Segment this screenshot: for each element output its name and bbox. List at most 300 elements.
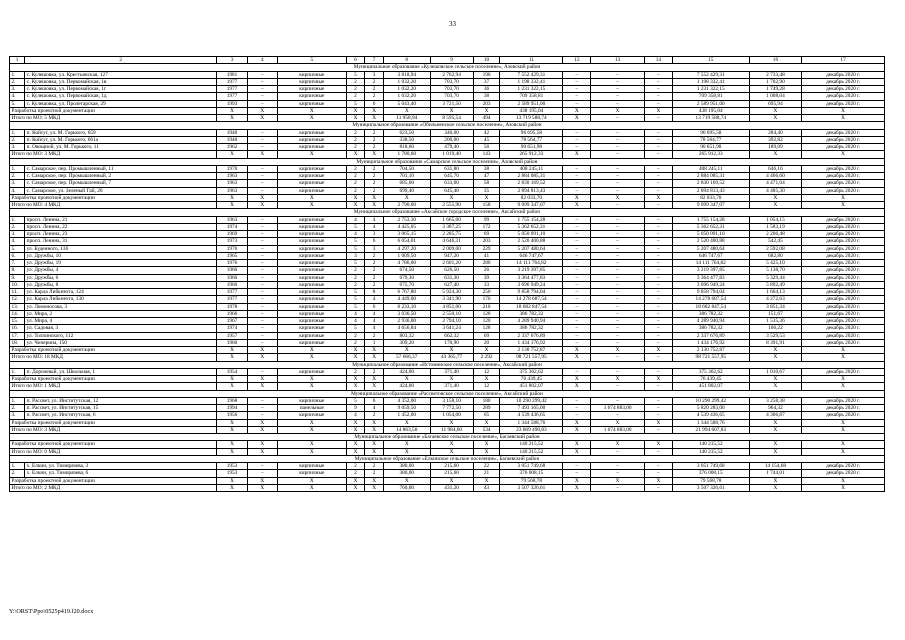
table-cell: X <box>346 376 365 383</box>
table-cell: 4 <box>346 318 365 325</box>
table-cell: 2 337 676,89 <box>500 332 563 339</box>
table-cell: – <box>563 187 591 194</box>
table-cell: – <box>644 463 672 470</box>
table-cell: 20 <box>473 339 500 346</box>
table-cell: X <box>277 194 346 201</box>
table-cell: 43 <box>473 484 500 491</box>
page-number: 33 <box>449 20 456 28</box>
table-cell: – <box>563 180 591 187</box>
table-cell: 1 231 322,15 <box>500 86 563 93</box>
table-cell: 1 198 332,41 <box>672 78 749 85</box>
table-cell: 5 892,49 <box>749 281 801 288</box>
table-cell: 803,32 <box>383 332 430 339</box>
table-cell: 76 439,45 <box>672 376 749 383</box>
table-cell: 1976 <box>217 260 247 267</box>
table-cell: 21 <box>473 470 500 477</box>
table-cell: 14 111 764,82 <box>672 260 749 267</box>
table-cell: – <box>591 144 645 151</box>
table-cell: 4 306,87 <box>749 412 801 419</box>
table-cell: – <box>563 289 591 296</box>
table-row <box>10 339 885 346</box>
table-cell: 2 337 676,89 <box>672 332 749 339</box>
table-cell: 5 <box>346 223 365 230</box>
table-cell: – <box>644 267 672 274</box>
table-cell: х. Елкин, ул. Тимирязева, 6 <box>25 470 217 477</box>
table-cell: декабрь 2020 г. <box>802 260 885 267</box>
table-cell: 2 <box>365 144 384 151</box>
section-title: Муниципальное образование «Самарское сельское поселение», Азовский район <box>10 158 885 165</box>
table-cell: 13. <box>10 303 25 310</box>
table-cell: 90 651,98 <box>500 144 563 151</box>
table-cell: 1963 <box>217 216 247 223</box>
table-cell: – <box>563 405 591 412</box>
table-cell: 23 669 490,83 <box>500 426 563 433</box>
table-cell: – <box>644 115 672 122</box>
table-cell: X <box>277 448 346 455</box>
table-cell: декабрь 2020 г. <box>802 173 885 180</box>
table-cell: X <box>247 477 277 484</box>
section-header-row <box>10 434 885 441</box>
table-cell: 662,32 <box>430 332 473 339</box>
table-cell: – <box>591 325 645 332</box>
table-cell: 5 050 091,10 <box>672 231 749 238</box>
summary-row <box>10 354 885 361</box>
table-cell: п. Дорожный, ул. Школьная, 1 <box>25 368 217 375</box>
table-cell: – <box>591 397 645 404</box>
table-cell: 1953 <box>217 470 247 477</box>
table-cell: 78 564,77 <box>672 136 749 143</box>
table-cell: 2 894 813,43 <box>672 187 749 194</box>
table-cell: X <box>383 477 430 484</box>
table-cell: 4 352,00 <box>383 397 430 404</box>
table-cell: кирпичные <box>277 289 346 296</box>
table-cell: X <box>247 151 277 158</box>
table-cell: 78 564,77 <box>500 136 563 143</box>
table-cell: 2 <box>365 281 384 288</box>
summary-row <box>10 202 885 209</box>
table-cell: – <box>563 129 591 136</box>
table-cell: с. Самарское, пер. Промышленный, 7 <box>25 180 217 187</box>
table-cell: х. Елкин, ул. Тимирязева, 3 <box>25 463 217 470</box>
table-cell: кирпичные <box>277 180 346 187</box>
table-cell: 3 696 949,24 <box>672 281 749 288</box>
table-cell: 79 568,78 <box>672 477 749 484</box>
table-cell: 3 <box>365 71 384 78</box>
table-cell: X <box>430 477 473 484</box>
table-cell: – <box>644 245 672 252</box>
table-row <box>10 144 885 151</box>
table-cell: X <box>644 477 672 484</box>
table-cell: декабрь 2020 г. <box>802 144 885 151</box>
table-cell: ул. Карла Либкнехта, 130 <box>25 296 217 303</box>
table-cell: 1993 <box>217 100 247 107</box>
table-cell: – <box>591 368 645 375</box>
table-cell: декабрь 2020 г. <box>802 289 885 296</box>
table-cell: 90 651,98 <box>672 144 749 151</box>
table-cell: X <box>217 426 247 433</box>
table-cell: X <box>749 448 801 455</box>
table-row <box>10 289 885 296</box>
table-cell: X <box>802 426 885 433</box>
section-title: Муниципальное образование «Истоминское сельское поселение», Аксайский район <box>10 361 885 368</box>
table-cell: 5. <box>10 100 25 107</box>
table-cell: 3 065,15 <box>383 231 430 238</box>
table-cell: 4 646,31 <box>430 238 473 245</box>
table-cell: X <box>563 419 591 426</box>
table-cell: – <box>644 296 672 303</box>
table-cell: панельные <box>277 405 346 412</box>
table-cell: ул. Дружбы, 8 <box>25 281 217 288</box>
table-cell: X <box>247 107 277 114</box>
table-cell: 4 <box>346 231 365 238</box>
table-cell: 408 245,11 <box>500 165 563 172</box>
table-cell: 1957 <box>217 332 247 339</box>
table-cell: ул. Карла Либкнехта, 124 <box>25 289 217 296</box>
table-cell: X <box>247 354 277 361</box>
table-cell: – <box>247 463 277 470</box>
table-cell: X <box>591 419 645 426</box>
table-cell: 6 <box>365 238 384 245</box>
table-cell: – <box>563 260 591 267</box>
table-cell: X <box>430 194 473 201</box>
table-cell: – <box>591 71 645 78</box>
table-cell: – <box>563 100 591 107</box>
table-cell: X <box>346 115 365 122</box>
table-cell: 4 <box>365 325 384 332</box>
table-cell: 82 033,70 <box>500 194 563 201</box>
table-cell: 7 552 429,31 <box>500 71 563 78</box>
table-cell: 380,00 <box>383 470 430 477</box>
table-row <box>10 274 885 281</box>
table-cell: – <box>591 136 645 143</box>
table-cell: 4 425,05 <box>383 223 430 230</box>
table-cell: 200,00 <box>430 136 473 143</box>
table-cell: 1 664,13 <box>749 289 801 296</box>
table-cell: – <box>247 165 277 172</box>
table-cell: 1 755 154,28 <box>672 216 749 223</box>
table-cell: с. Кулешовка, ул. Пролетарская, 29 <box>25 100 217 107</box>
table-cell: X <box>591 194 645 201</box>
table-cell: 4 272,63 <box>749 296 801 303</box>
table-cell: X <box>430 448 473 455</box>
table-cell: 6. <box>10 252 25 259</box>
table-cell: – <box>591 129 645 136</box>
table-cell: – <box>644 173 672 180</box>
table-cell: – <box>644 86 672 93</box>
table-cell: – <box>247 405 277 412</box>
table-cell: 9 858 794,04 <box>500 289 563 296</box>
table-row <box>10 223 885 230</box>
table-cell: 2 589 951,00 <box>672 100 749 107</box>
table-cell: – <box>247 245 277 252</box>
table-cell: 98 721 557,95 <box>500 354 563 361</box>
table-cell: – <box>644 368 672 375</box>
table-row <box>10 216 885 223</box>
table-cell: – <box>247 231 277 238</box>
table-cell: X <box>563 484 591 491</box>
table-cell: – <box>591 289 645 296</box>
table-cell: X <box>591 441 645 448</box>
table-cell: ул. Чичерина, 150 <box>25 339 217 346</box>
table-cell: X <box>346 477 365 484</box>
table-cell: с. Кулешовка, ул. Крестьянская, 127 <box>25 71 217 78</box>
table-cell: 5 425,10 <box>749 260 801 267</box>
table-cell: – <box>591 223 645 230</box>
table-cell: 3 507 326,61 <box>672 484 749 491</box>
summary-row <box>10 107 885 114</box>
table-cell: п. Рассвет, ул. Институтская, 12 <box>25 397 217 404</box>
table-cell: 338,50 <box>383 136 430 143</box>
table-cell: – <box>591 231 645 238</box>
table-cell: 699,40 <box>383 187 430 194</box>
table-cell: просп. Ленина, 31 <box>25 238 217 245</box>
table-cell: 36 <box>473 86 500 93</box>
table-cell: 57 666,37 <box>383 354 430 361</box>
table-cell: X <box>430 347 473 354</box>
table-cell: – <box>644 144 672 151</box>
table-cell: X <box>346 107 365 114</box>
table-row <box>10 245 885 252</box>
table-cell: X <box>247 347 277 354</box>
table-cell: 4 466,60 <box>749 173 801 180</box>
table-cell: ул. Садовая, 3 <box>25 325 217 332</box>
table-cell: 18 682 847,54 <box>672 303 749 310</box>
table-cell: 386 782,32 <box>500 310 563 317</box>
table-cell: 2 <box>365 129 384 136</box>
table-cell: X <box>802 477 885 484</box>
table-cell: 18 682 847,54 <box>500 303 563 310</box>
table-cell: – <box>644 412 672 419</box>
table-cell: 38 <box>473 93 500 100</box>
table-cell: 2. <box>10 173 25 180</box>
table-cell: X <box>749 354 801 361</box>
table-cell: – <box>644 448 672 455</box>
table-cell: 2 <box>346 136 365 143</box>
table-cell: 386 782,32 <box>672 310 749 317</box>
table-cell: 2 <box>365 165 384 172</box>
table-cell: кирпичные <box>277 78 346 85</box>
table-cell: 386 782,32 <box>500 325 563 332</box>
table-cell: X <box>802 202 885 209</box>
section-header-row <box>10 122 885 129</box>
table-cell: – <box>247 267 277 274</box>
table-cell: X <box>749 376 801 383</box>
table-cell: 9. <box>10 274 25 281</box>
table-cell: 17. <box>10 332 25 339</box>
table-cell: – <box>644 397 672 404</box>
table-cell: 12 <box>473 383 500 390</box>
table-cell: – <box>644 151 672 158</box>
table-cell: X <box>383 419 430 426</box>
table-cell: – <box>644 426 672 433</box>
table-cell: X <box>217 376 247 383</box>
table-cell: – <box>563 136 591 143</box>
table-cell: 1963 <box>217 187 247 194</box>
table-cell: – <box>247 260 277 267</box>
table-cell: 2 <box>346 339 365 346</box>
table-cell: 7 493 165,00 <box>500 405 563 412</box>
table-cell: – <box>591 202 645 209</box>
table-cell: декабрь 2020 г. <box>802 332 885 339</box>
table-row <box>10 412 885 419</box>
table-cell: 2 285,75 <box>430 231 473 238</box>
table-cell: декабрь 2020 г. <box>802 100 885 107</box>
table-cell: X <box>749 151 801 158</box>
column-header: 17 <box>802 57 885 64</box>
table-cell: 158 <box>473 202 500 209</box>
table-cell: X <box>644 441 672 448</box>
table-cell: 170,90 <box>430 339 473 346</box>
table-cell: 3 387,25 <box>430 223 473 230</box>
table-cell: – <box>247 136 277 143</box>
table-cell: 2 <box>346 187 365 194</box>
table-cell: 1974 <box>217 325 247 332</box>
table-cell: – <box>247 281 277 288</box>
table-cell: – <box>247 93 277 100</box>
table-cell: – <box>247 223 277 230</box>
table-cell: с. Кулешовка, ул. Первомайская, 1д <box>25 93 217 100</box>
table-cell: 3 721,50 <box>430 100 473 107</box>
table-cell: X <box>591 107 645 114</box>
summary-row <box>10 376 885 383</box>
table-cell: декабрь 2020 г. <box>802 412 885 419</box>
table-cell: 5 <box>346 296 365 303</box>
table-cell: 96 695,58 <box>672 129 749 136</box>
table-cell: 120 <box>473 318 500 325</box>
table-cell: 2 592,08 <box>749 245 801 252</box>
table-cell: X <box>217 151 247 158</box>
table-cell: 1966 <box>217 310 247 317</box>
table-cell: 1 344 588,76 <box>500 419 563 426</box>
table-cell: 37 <box>473 78 500 85</box>
table-cell: X <box>217 194 247 201</box>
table-cell: – <box>563 238 591 245</box>
table-cell: – <box>563 470 591 477</box>
table-cell: X <box>591 477 645 484</box>
table-cell: 1960 <box>217 274 247 281</box>
table-cell: 4 539 436,65 <box>672 412 749 419</box>
table-cell: 5 <box>346 260 365 267</box>
table-cell: – <box>644 202 672 209</box>
table-cell: 2 790,00 <box>383 202 430 209</box>
table-cell: X <box>365 354 384 361</box>
table-cell: 5 <box>346 303 365 310</box>
table-cell: 1965 <box>217 252 247 259</box>
table-cell: X <box>277 107 346 114</box>
table-cell: 2 <box>346 267 365 274</box>
table-cell: 265 912,33 <box>500 151 563 158</box>
table-cell: 43 365,77 <box>430 354 473 361</box>
table-cell: 5 043,40 <box>383 100 430 107</box>
table-cell: декабрь 2020 г. <box>802 245 885 252</box>
section-title: Муниципальное образование «Кулешовское сельское поселение», Азовский район <box>10 64 885 71</box>
table-cell: – <box>247 180 277 187</box>
column-header: 8 <box>383 57 430 64</box>
table-row <box>10 325 885 332</box>
table-cell: X <box>749 115 801 122</box>
table-cell: – <box>591 274 645 281</box>
table-cell: кирпичные <box>277 223 346 230</box>
table-cell: 3 <box>365 231 384 238</box>
table-cell: кирпичные <box>277 238 346 245</box>
table-cell: ул. Мира, 4 <box>25 318 217 325</box>
table-cell: X <box>346 441 365 448</box>
table-cell: – <box>247 339 277 346</box>
table-cell: X <box>473 477 500 484</box>
table-cell: декабрь 2020 г. <box>802 470 885 477</box>
table-cell: 5 362 652,31 <box>672 223 749 230</box>
table-cell: X <box>802 354 885 361</box>
table-cell: декабрь 2020 г. <box>802 368 885 375</box>
table-cell: 646 747,67 <box>672 252 749 259</box>
table-cell: Разработка проектной документации <box>10 419 217 426</box>
table-cell: 376 008,15 <box>500 470 563 477</box>
table-cell: X <box>277 426 346 433</box>
table-cell: 5 <box>346 71 365 78</box>
table-cell: 1. <box>10 129 25 136</box>
section-header-row <box>10 455 885 462</box>
table-cell: 128 <box>473 310 500 317</box>
table-cell: X <box>383 107 430 114</box>
table-cell: 818,60 <box>383 144 430 151</box>
column-header: 9 <box>430 57 473 64</box>
table-cell: ул. Буденного, 136 <box>25 245 217 252</box>
table-cell: X <box>365 383 384 390</box>
table-cell: 21 994 607,83 <box>672 426 749 433</box>
table-cell: 534 <box>473 426 500 433</box>
table-cell: X <box>802 194 885 201</box>
table-cell: X <box>563 376 591 383</box>
table-row <box>10 252 885 259</box>
table-cell: 646 747,67 <box>500 252 563 259</box>
table-cell: – <box>563 281 591 288</box>
table-cell: ул. Дружбы, 10 <box>25 252 217 259</box>
table-cell: 2 <box>346 144 365 151</box>
table-cell: 2 206,48 <box>749 231 801 238</box>
table-cell: 1956 <box>217 412 247 419</box>
table-cell: декабрь 2020 г. <box>802 93 885 100</box>
summary-row <box>10 441 885 448</box>
table-cell: – <box>591 354 645 361</box>
table-cell: 16. <box>10 325 25 332</box>
table-cell: кирпичные <box>277 231 346 238</box>
table-cell: – <box>563 71 591 78</box>
table-cell: кирпичные <box>277 129 346 136</box>
table-cell: 2 <box>365 187 384 194</box>
table-cell: 376 008,15 <box>672 470 749 477</box>
table-cell: 2. <box>10 78 25 85</box>
table-row <box>10 267 885 274</box>
table-cell: – <box>563 223 591 230</box>
table-cell: кирпичные <box>277 339 346 346</box>
table-cell: 5 820 283,00 <box>672 405 749 412</box>
table-cell: – <box>591 100 645 107</box>
table-cell: декабрь 2020 г. <box>802 463 885 470</box>
table-cell: просп. Ленина, 22 <box>25 223 217 230</box>
table-cell: кирпичные <box>277 368 346 375</box>
table-cell: Разработка проектной документации <box>10 441 217 448</box>
table-cell: 140 215,52 <box>672 448 749 455</box>
table-cell: декабрь 2020 г. <box>802 86 885 93</box>
table-cell: – <box>247 71 277 78</box>
table-cell: – <box>591 412 645 419</box>
table-cell: кирпичные <box>277 86 346 93</box>
table-cell: декабрь 2020 г. <box>802 223 885 230</box>
table-cell: X <box>247 376 277 383</box>
table-cell: 82 033,70 <box>672 194 749 201</box>
table-cell: ул. Дружбы, 6 <box>25 274 217 281</box>
table-cell: кирпичные <box>277 281 346 288</box>
